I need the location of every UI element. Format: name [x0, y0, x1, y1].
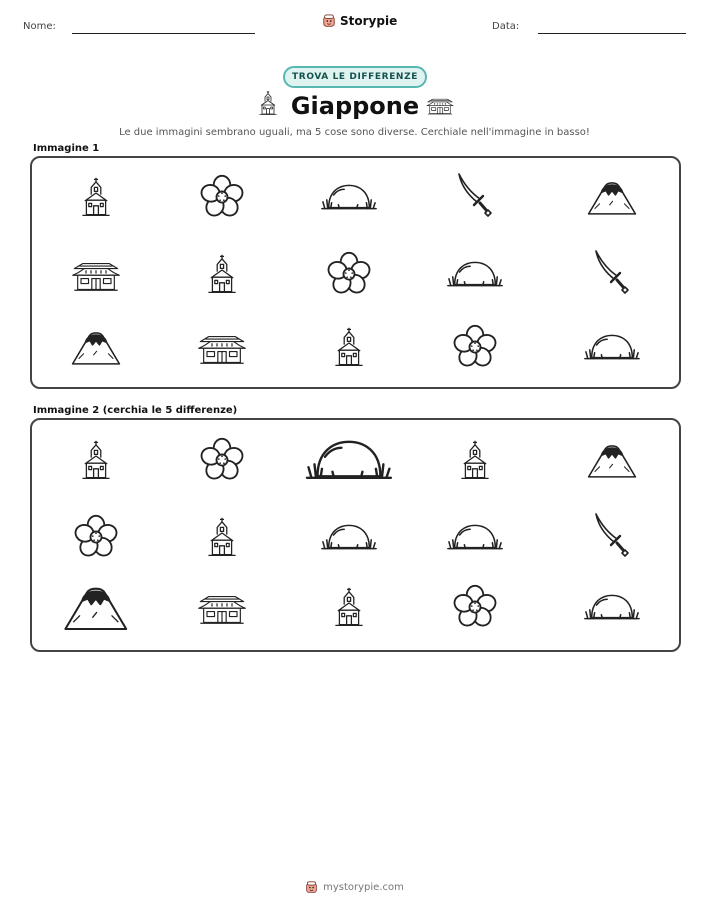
name-label: Nome:	[23, 21, 56, 32]
church-icon[interactable]	[459, 437, 491, 483]
bush-icon[interactable]	[320, 521, 378, 553]
church-icon[interactable]	[206, 514, 238, 560]
bush-icon[interactable]	[304, 435, 394, 485]
flower-icon[interactable]	[452, 584, 498, 630]
pagoda-house-icon[interactable]	[197, 328, 247, 366]
flower-icon[interactable]	[199, 174, 245, 220]
mountain-icon[interactable]	[586, 177, 638, 217]
instructions: Le due immagini sembrano uguali, ma 5 cose sono diverse. Cerchiale nell'immagine in basso!	[119, 127, 590, 138]
pagoda-house-icon[interactable]	[71, 255, 121, 293]
name-line[interactable]	[72, 33, 255, 34]
flower-icon[interactable]	[199, 437, 245, 483]
pagoda-house-icon	[426, 94, 454, 116]
brand-name: Storypie	[340, 14, 398, 28]
image2-label: Immagine 2 (cerchia le 5 differenze)	[33, 405, 238, 416]
flower-icon[interactable]	[73, 514, 119, 560]
sword-icon[interactable]	[592, 512, 632, 562]
footer-site: mystorypie.com	[323, 882, 404, 893]
date-line[interactable]	[538, 33, 686, 34]
bush-icon[interactable]	[583, 591, 641, 623]
image1-label: Immagine 1	[33, 143, 100, 154]
church-icon[interactable]	[80, 437, 112, 483]
page-title: Giappone	[290, 92, 420, 120]
pagoda-house-icon[interactable]	[197, 588, 247, 626]
mascot-icon	[322, 14, 336, 28]
bush-icon[interactable]	[446, 521, 504, 553]
bush-icon[interactable]	[583, 331, 641, 363]
church-icon[interactable]	[80, 174, 112, 220]
mountain-icon[interactable]	[62, 581, 130, 633]
flower-icon[interactable]	[452, 324, 498, 370]
church-icon	[258, 90, 278, 116]
mascot-icon	[305, 881, 318, 894]
bush-icon[interactable]	[446, 258, 504, 290]
date-label: Data:	[492, 21, 520, 32]
mountain-icon[interactable]	[70, 327, 122, 367]
church-icon[interactable]	[206, 251, 238, 297]
worksheet-type-badge: TROVA LE DIFFERENZE	[283, 66, 427, 88]
sword-icon[interactable]	[592, 249, 632, 299]
church-icon[interactable]	[333, 584, 365, 630]
church-icon[interactable]	[333, 324, 365, 370]
brand-logo	[322, 14, 397, 28]
sword-icon[interactable]	[455, 172, 495, 222]
footer	[0, 881, 709, 894]
bush-icon[interactable]	[320, 181, 378, 213]
flower-icon[interactable]	[326, 251, 372, 297]
mountain-icon[interactable]	[586, 440, 638, 480]
